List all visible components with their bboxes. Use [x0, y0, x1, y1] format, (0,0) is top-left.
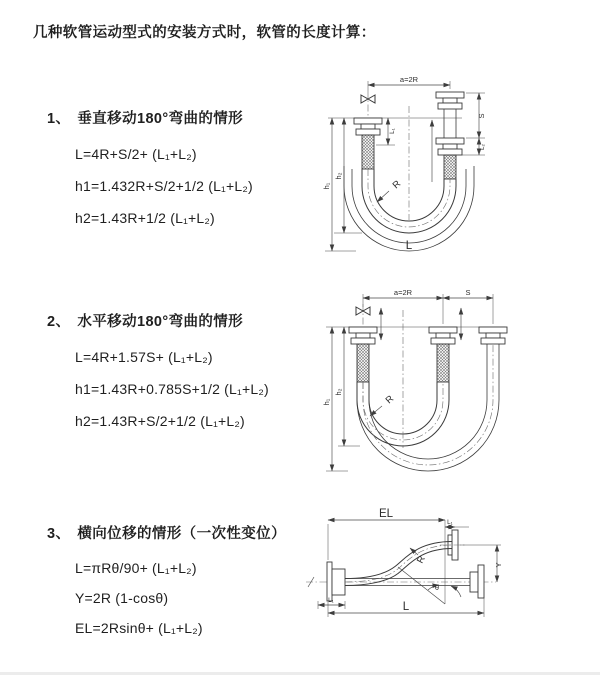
page-title: 几种软管运动型式的安装方式时，软管的长度计算：	[33, 25, 376, 41]
middle-flange	[429, 327, 457, 382]
hose-u-curves	[357, 344, 499, 471]
left-flange	[327, 562, 345, 601]
formula-line: h1=1.43R+0.785S+1/2 (L₁+L₂)	[75, 381, 269, 397]
length-label: L	[405, 240, 413, 252]
section-1-formulas	[75, 138, 253, 234]
formula-line: Y=2R (1-cosθ)	[75, 590, 169, 606]
dim-label-l2: L₂	[479, 144, 486, 150]
radius-callout	[370, 393, 396, 416]
formula-line: L=4R+S/2+ (L₁+L₂)	[75, 146, 197, 162]
section-1-number: 1、	[47, 111, 71, 127]
formula-line: h2=1.43R+1/2 (L₁+L₂)	[75, 210, 215, 226]
dim-label-h2: h₂	[334, 388, 343, 396]
section-2-heading	[47, 310, 269, 331]
section-2-number: 2、	[47, 314, 71, 330]
dim-label-l1-top: L₁	[447, 519, 453, 526]
section-vertical-180	[47, 107, 253, 234]
dim-label-el: EL	[378, 508, 394, 520]
formula-line: L=πRθ/90+ (L₁+L₂)	[75, 560, 197, 576]
section-horizontal-180	[47, 310, 269, 437]
radius-label: R	[414, 554, 428, 566]
section-2-heading-text: 水平移动180°弯曲的情形	[77, 314, 244, 330]
dimension-el	[328, 508, 445, 604]
dimension-top-width	[368, 75, 450, 91]
formula-line: h1=1.432R+S/2+1/2 (L₁+L₂)	[75, 178, 253, 194]
dim-label-l1: L₁	[389, 128, 396, 134]
formula-line: EL=2Rsinθ+ (L₁+L₂)	[75, 620, 203, 636]
dim-label-y: Y	[494, 562, 503, 568]
formula-line: h2=1.43R+S/2+1/2 (L₁+L₂)	[75, 413, 245, 429]
dim-label-a2r: a=2R	[399, 75, 419, 84]
dimension-s-l2	[458, 93, 486, 155]
radius-label: R	[390, 178, 404, 192]
section-3-formulas	[75, 553, 286, 643]
valve-icon	[356, 304, 370, 326]
diagram-vertical-180-bend	[310, 68, 600, 263]
valve-icon	[361, 91, 375, 117]
diagram-lateral-displacement	[298, 498, 600, 653]
right-flange-moved-position	[479, 327, 507, 344]
dimension-l	[328, 587, 484, 617]
dim-label-h1: h₁	[322, 182, 331, 190]
dimension-heights	[322, 327, 360, 471]
formula-line: L=4R+1.57S+ (L₁+L₂)	[75, 349, 213, 365]
section-3-number: 3、	[47, 526, 71, 542]
angle-label-theta: θ	[434, 583, 440, 592]
radius-callout	[410, 548, 428, 565]
left-flange	[354, 118, 382, 169]
hose-s-curve	[345, 542, 452, 586]
dim-label-s: S	[477, 113, 486, 119]
section-3-heading	[47, 522, 286, 543]
section-3-heading-text: 横向位移的情形（一次性变位）	[77, 526, 286, 542]
section-1-heading-text: 垂直移动180°弯曲的情形	[77, 111, 244, 127]
dimension-l1-bottom	[318, 597, 345, 609]
dim-label-h1: h₁	[322, 398, 331, 406]
section-2-formulas	[75, 341, 269, 437]
section-1-heading	[47, 107, 253, 128]
dimension-heights	[322, 118, 362, 251]
dim-label-l: L	[402, 601, 410, 613]
dimension-l1-top	[445, 519, 469, 527]
right-flange-both-positions	[436, 92, 464, 179]
dimension-top-widths	[363, 288, 493, 324]
radius-callout	[377, 178, 403, 202]
dim-label-h2: h₂	[334, 172, 343, 180]
lower-right-flange	[470, 565, 484, 598]
left-flange	[349, 327, 377, 382]
dim-label-l1-bottom: L₁	[328, 597, 334, 604]
dim-label-s: S	[465, 288, 471, 297]
section-lateral-displacement	[47, 522, 286, 643]
radius-label: R	[383, 393, 397, 407]
dim-label-a2r: a=2R	[393, 288, 413, 297]
diagram-horizontal-180-bend	[312, 280, 600, 478]
